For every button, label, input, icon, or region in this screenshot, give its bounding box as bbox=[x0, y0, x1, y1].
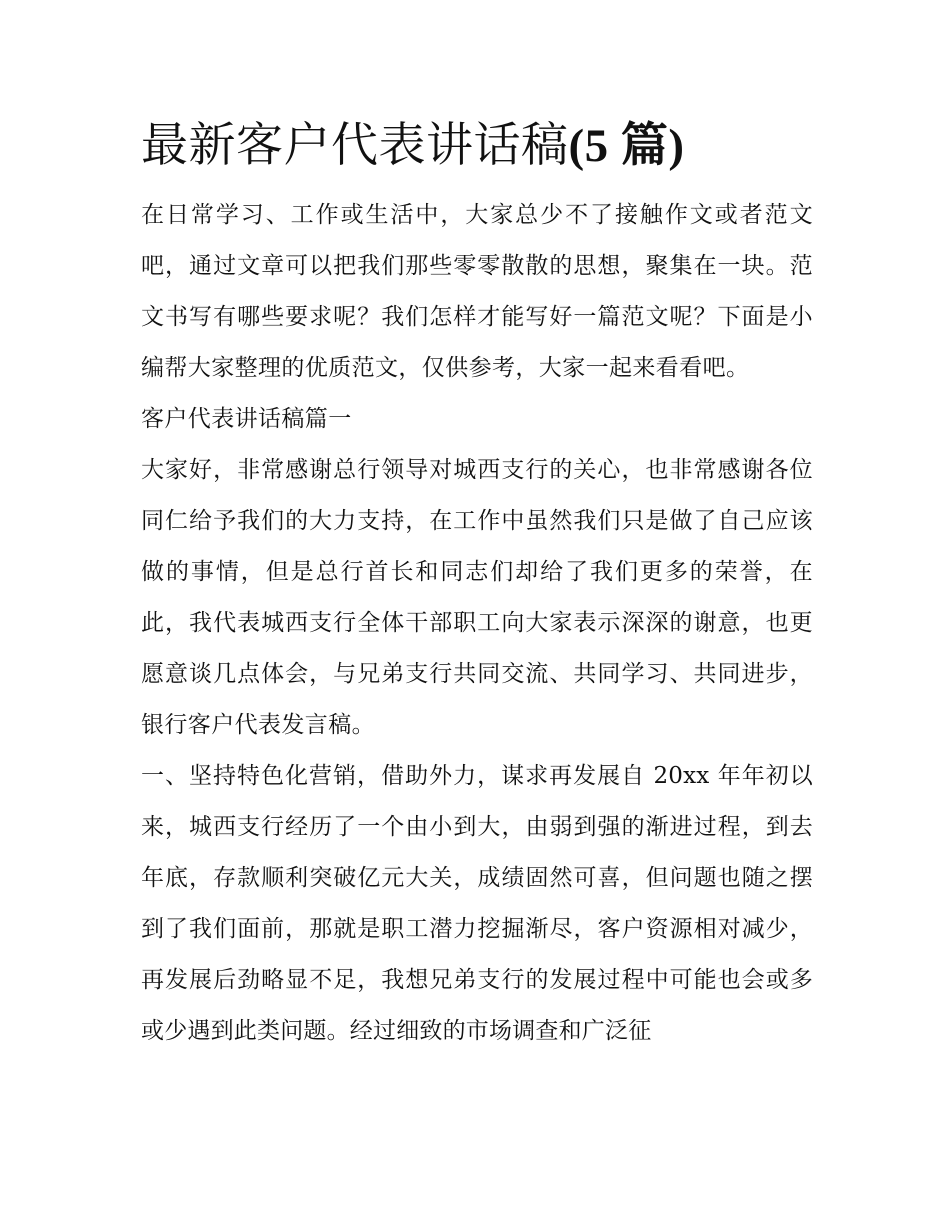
document-title-main: 最新客户代表讲话稿 bbox=[141, 118, 569, 173]
intro-paragraph: 在日常学习、工作或生活中，大家总少不了接触作文或者范文吧，通过文章可以把我们那些零零散散的思想，聚集在一块。范文书写有哪些要求呢？我们怎样才能写好一篇范文呢？下面是小编帮大家整理的优质范文，仅供参考，大家一起来看看吧。 bbox=[141, 202, 813, 381]
body-paragraph-2: 一、坚持特色化营销，借助外力，谋求再发展自 20xx 年年初以来，城西支行经历了一个由小到大，由弱到强的渐进过程，到去年底，存款顺利突破亿元大关，成绩固然可喜，但问题也随之摆到了我们面前，那就是职工潜力挖掘渐尽，客户资源相对减少，再发展后劲略显不足，我想兄弟支行的发展过程中可能也会或多或少遇到此类问题。经过细致的市场调查和广泛征 bbox=[141, 763, 813, 1044]
document-title bbox=[141, 110, 813, 182]
document-body bbox=[141, 110, 813, 1057]
section-heading: 客户代表讲话稿篇一 bbox=[141, 406, 352, 432]
document-title-suffix: (5 篇) bbox=[568, 120, 685, 172]
body-paragraph-1: 大家好，非常感谢总行领导对城西支行的关心，也非常感谢各位同仁给予我们的大力支持，在工作中虽然我们只是做了自己应该做的事情，但是总行首长和同志们却给了我们更多的荣誉，在此，我代表城西支行全体干部职工向大家表示深深的谢意，也更愿意谈几点体会，与兄弟支行共同交流、共同学习、共同进步，银行客户代表发言稿。 bbox=[141, 457, 813, 738]
